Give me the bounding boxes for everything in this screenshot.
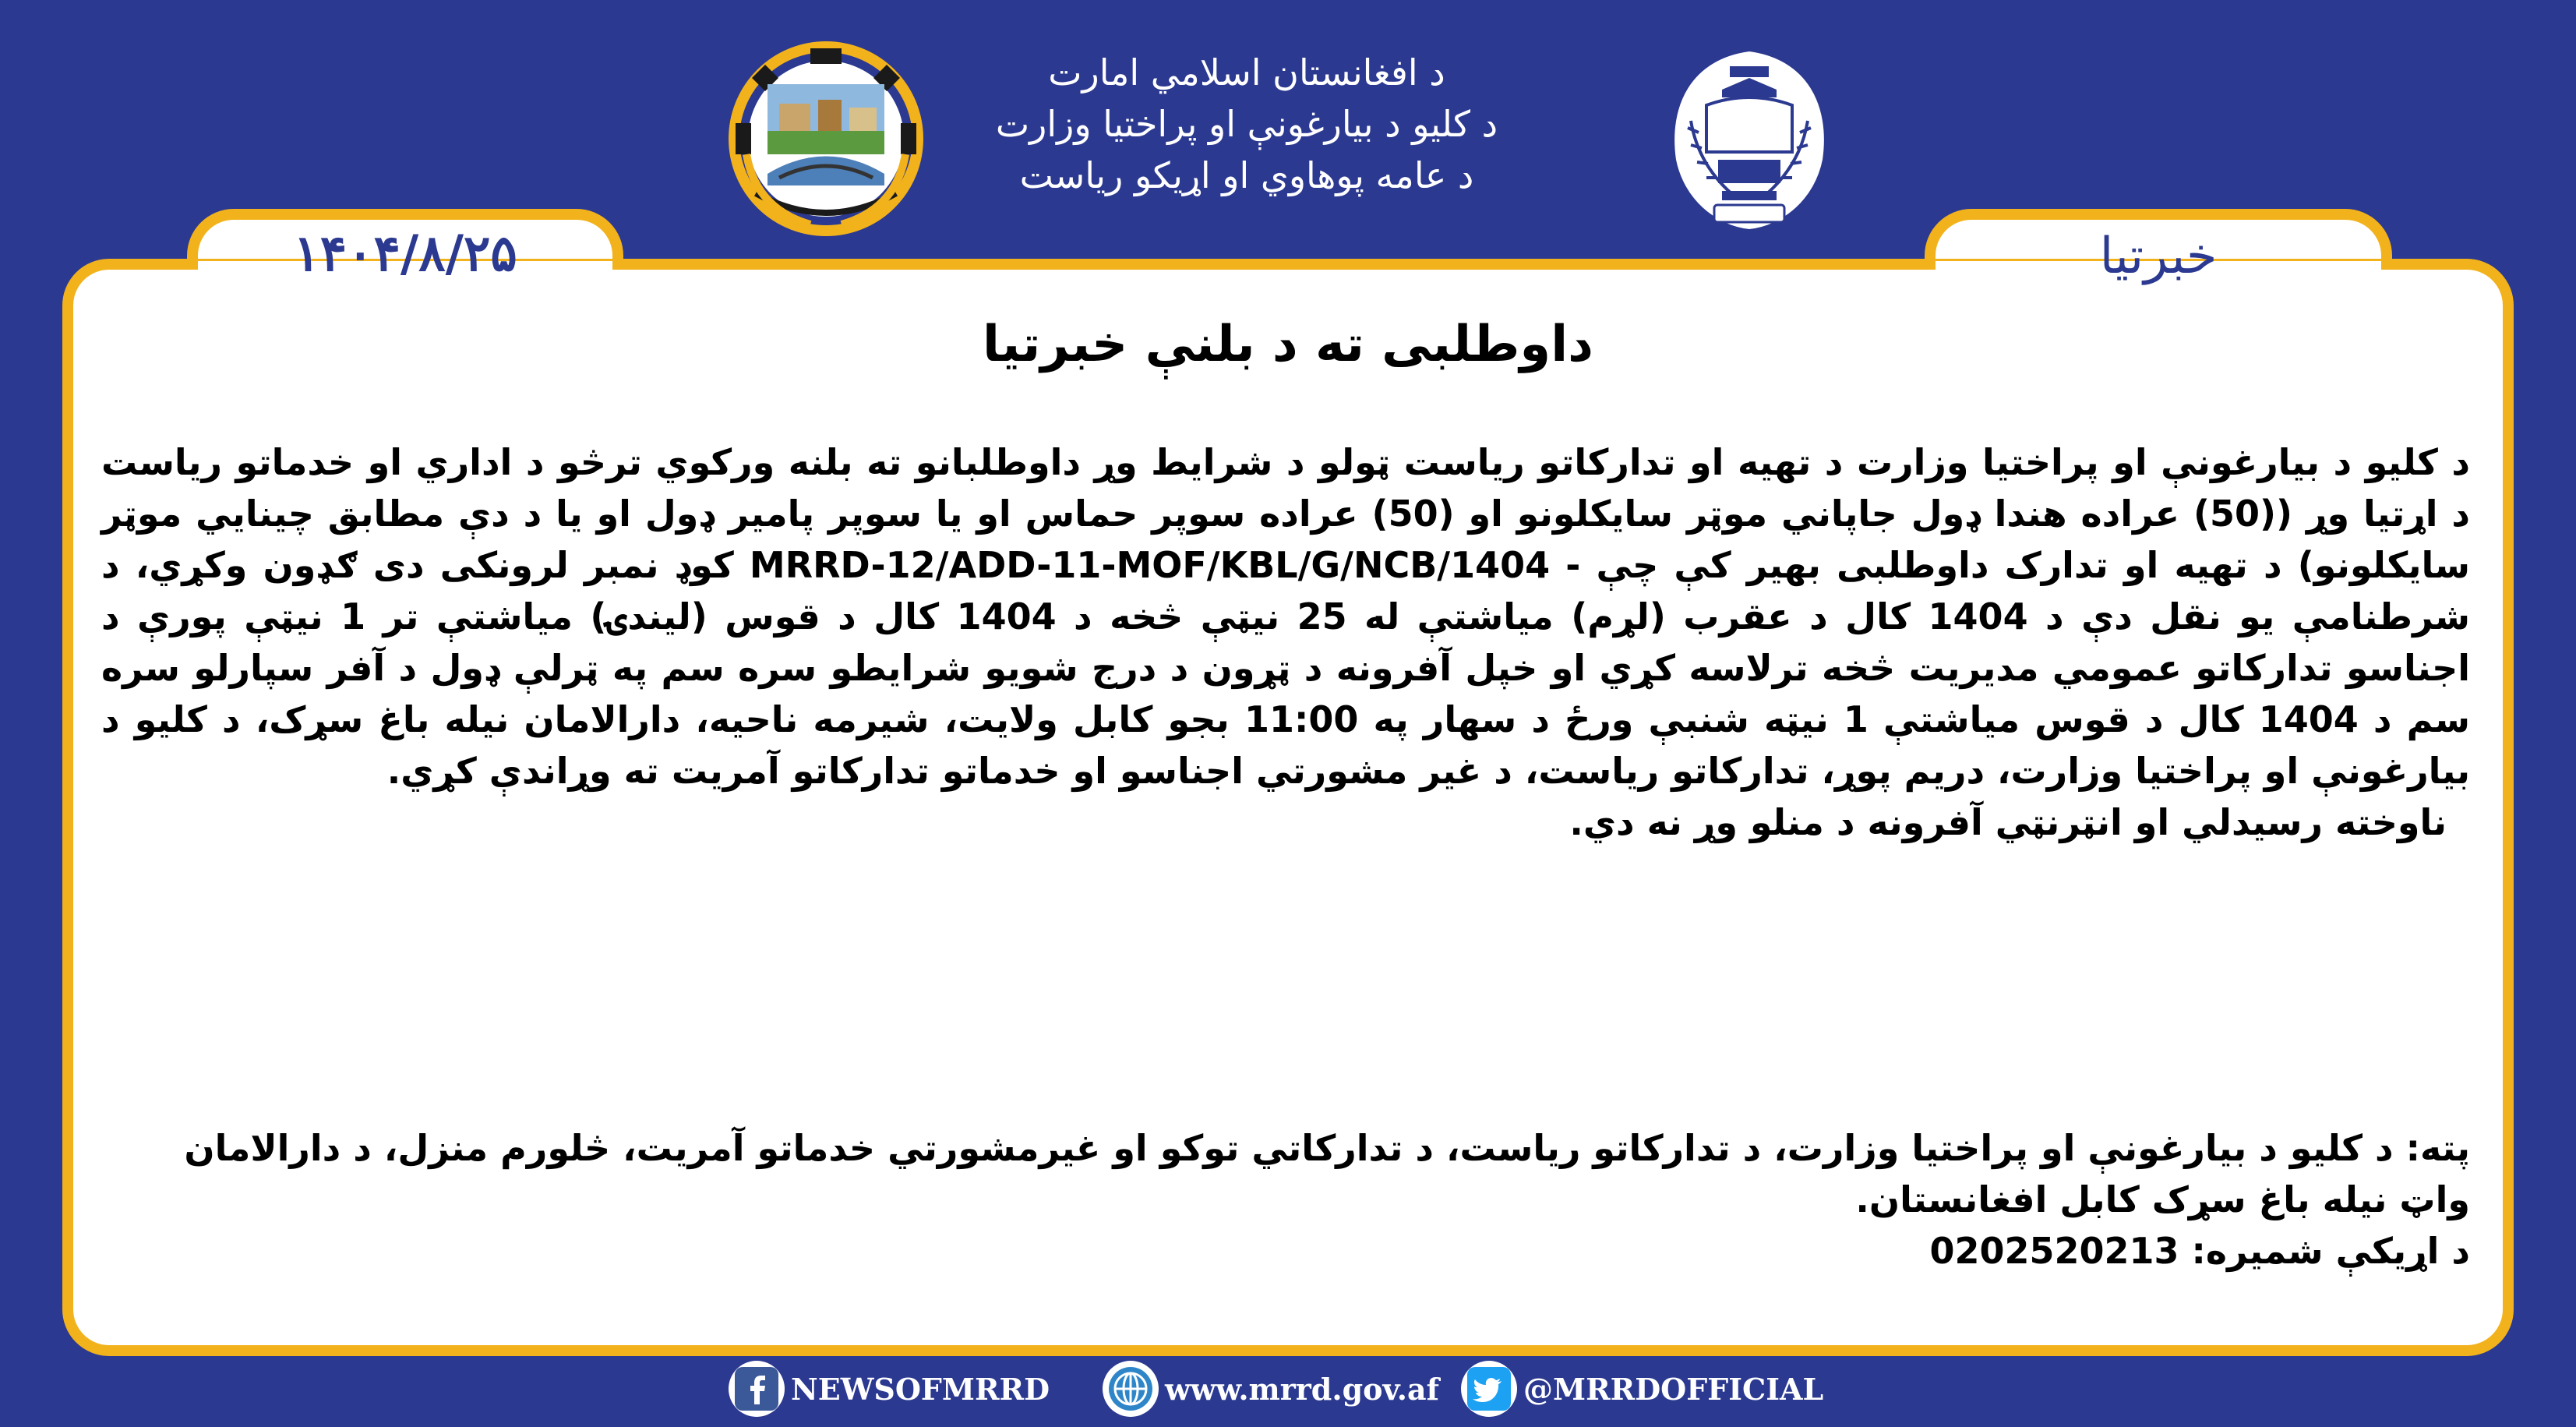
- page-title: داوطلبی ته د بلنې خبرتيا: [983, 316, 1593, 373]
- notice-date: ۱۴۰۴/۸/۲۵: [293, 224, 517, 283]
- notice-paragraph: د کليو د بيارغونې او پراختيا وزارت د تهيه او تدارکاتو رياست ټولو د شرايط وړ داوطلبانو ته بلنه ورکوي ترڅو د اداري او خدماتو رياست د اړتيا وړ ((50) عراده هندا ډول جاپاني موټر سايکلونو او (50) عراده سوپر حماس او يا سوپر پامير ډول او يا د دې مطابق چينايي موټر سايکلونو) د تهيه او تدارک داوطلبی بهير کې چې - MRRD-12/ADD-11-MOF/KBL/G/NCB/1404 کوډ نمبر لرونکی دی ګډون وکړي، د شرطنامې يو نقل دې د 1404 کال د عقرب (لړم) مياشتې له 25 نيټې څخه د 1404 کال د قوس (ليندۍ) مياشتې تر 1 نيټې پورې د اجناسو تدارکاتو عمومي مديريت څخه ترلاسه کړي او خپل آفرونه د ټړون د درج شويو شرايطو سره سم په ټرلې ډول د آفر سپارلو سره سم د 1404 کال د قوس مياشتې 1 نيټه شنبې ورځ د سهار په 11:00 بجو کابل ولايت، شيرمه ناحيه، دارالامان نيله باغ سړک، د کليو د بيارغونې او پراختيا وزارت، دريم پوړ، تدارکاتو رياست، د غير مشورتي اجناسو او خدماتو تدارکاتو آمريت ته وړاندې کړي.: [101, 441, 2471, 792]
- footer: [0, 1358, 2576, 1427]
- twitter-icon: [1461, 1361, 1517, 1417]
- twitter-link[interactable]: [1461, 1358, 1823, 1420]
- contact-address: [101, 1122, 2470, 1277]
- notice-body: [101, 436, 2470, 848]
- islamic-emirate-emblem-icon: [1644, 35, 1854, 245]
- globe-icon: [1103, 1361, 1159, 1417]
- notice-note: ناوخته رسيدلي او انټرنټي آفرونه د منلو وړ نه دي.: [1569, 801, 2447, 843]
- facebook-handle: NEWSOFMRRD: [791, 1371, 1050, 1407]
- header-line-ministry: د کليو د بيارغونې او پراختيا وزارت: [995, 103, 1498, 145]
- address-line: پته: د کليو د بيارغونې او پراختيا وزارت، د تدارکاتو رياست، د تدارکاتي توکو او غيرمشورتي خدماتو آمريت، څلورم منزل، د دارالامان واټ نيله باغ سړک کابل افغانستان.: [184, 1127, 2470, 1220]
- website-link[interactable]: [1103, 1358, 1439, 1420]
- header-line-directorate: د عامه پوهاوي او اړيکو رياست: [1019, 154, 1474, 196]
- ministry-header: [857, 47, 1636, 201]
- notice-badge: خبرتيا: [2099, 228, 2218, 285]
- twitter-handle: @MRRDOFFICIAL: [1523, 1371, 1824, 1407]
- website-url: www.mrrd.gov.af: [1165, 1371, 1439, 1407]
- facebook-link[interactable]: [729, 1358, 1050, 1420]
- facebook-icon: [729, 1361, 785, 1417]
- header-line-emirate: د افغانستان اسلامي امارت: [1048, 51, 1445, 94]
- phone-line: د اړيکې شميره: 0202520213: [1929, 1230, 2470, 1272]
